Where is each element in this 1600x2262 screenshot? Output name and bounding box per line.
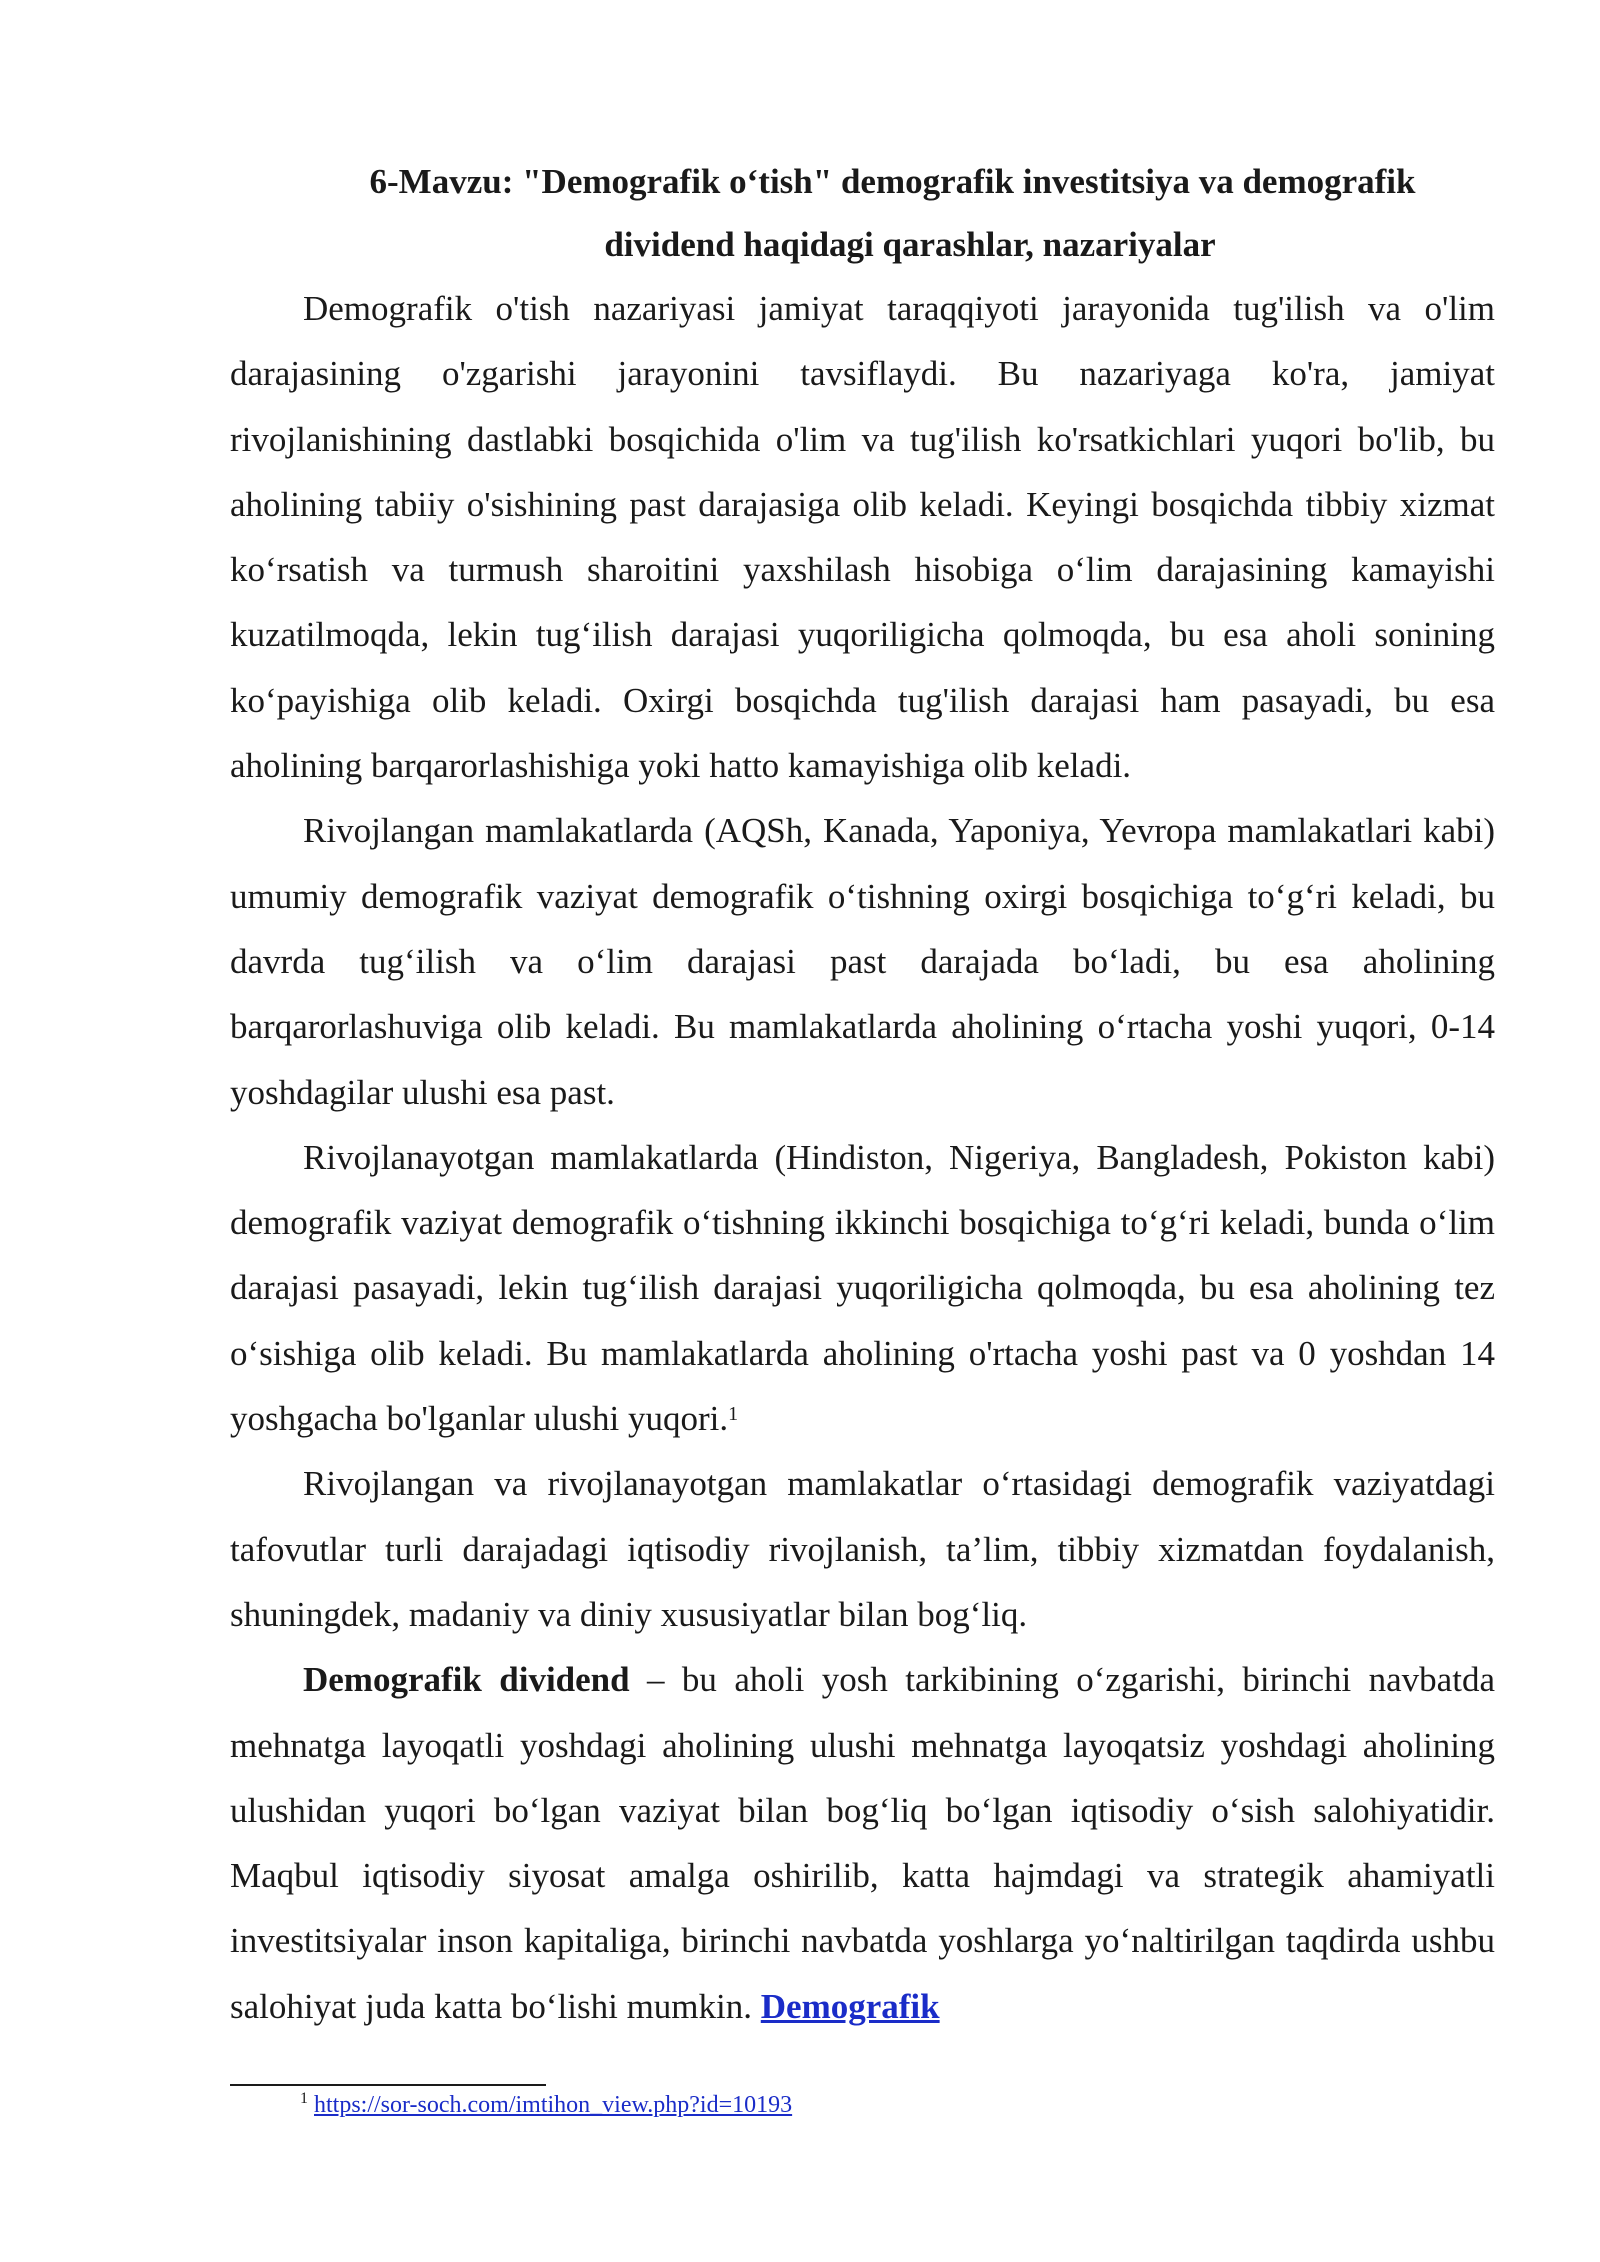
footnote-reference[interactable]: 1 [728,1403,739,1426]
paragraph-developed-countries: Rivojlangan mamlakatlarda (AQSh, Kanada, Yaponiya, Yevropa mamlakatlari kabi) umumiy demografik vaziyat demografik o‘tishning oxirgi bosqichiga to‘g‘ri keladi, bu davrda tug‘ilish va o‘lim darajasi past darajada bo‘ladi, bu esa aholining barqarorlashuviga olib keladi. Bu mamlakatlarda aholining o‘rtacha yoshi yuqori, 0-14 yoshdagilar ulushi esa past. [230,811,1495,1112]
paragraph-dividend-text: – bu aholi yosh tarkibining o‘zgarishi, birinchi navbatda mehnatga layoqatli yoshdagi aholining ulushi mehnatga layoqatsiz yoshdagi aholining ulushidan yuqori bo‘lgan vaziyat bilan bog‘liq bo‘lgan iqtisodiy o‘sish salohiyatidir. Maqbul iqtisodiy siyosat amalga oshirilib, katta hajmdagi va strategik ahamiyatli investitsiyalar inson kapitaliga, birinchi navbatda yoshlarga yo‘naltirilgan taqdirda ushbu salohiyat juda katta bo‘lishi mumkin. [230,1660,1495,2026]
footnote-separator [230,2084,546,2086]
footnote [300,2092,792,2119]
footnote-mark: 1 [300,2090,308,2107]
paragraph-differences: Rivojlangan va rivojlanayotgan mamlakatlar o‘rtasidagi demografik vaziyatdagi tafovutlar turli darajadagi iqtisodiy rivojlanish, ta’lim, tibbiy xizmatdan foydalanish, shuningdek, madaniy va diniy xususiyatlar bilan bog‘liq. [230,1464,1495,1634]
term-demographic-dividend: Demografik dividend [303,1660,630,1700]
paragraph-developing-text: Rivojlanayotgan mamlakatlarda (Hindiston, Nigeriya, Bangladesh, Pokiston kabi) demografik vaziyat demografik o‘tishning ikkinchi bosqichiga to‘g‘ri keladi, bunda o‘lim darajasi pasayadi, lekin tug‘ilish darajasi yuqoriligicha qolmoqda, bu esa aholining tez o‘sishiga olib keladi. Bu mamlakatlarda aholining o'rtacha yoshi past va 0 yoshdan 14 yoshgacha bo'lganlar ulushi yuqori. [230,1137,1495,1439]
footnote-link[interactable]: https://sor-soch.com/imtihon_view.php?id=10193 [314,2092,793,2118]
paragraph-developing-countries [230,1125,1495,1451]
title-line-1: 6-Mavzu: "Demografik o‘tish" demografik investitsiya va demografik [369,162,1416,201]
demographic-link[interactable]: Demografik [760,1986,940,2026]
document-page [230,0,1495,2039]
page-title [230,150,1495,276]
paragraph-demographic-transition: Demografik o'tish nazariyasi jamiyat taraqqiyoti jarayonida tug'ilish va o'lim darajasining o'zgarishi jarayonini tavsiflaydi. Bu nazariyaga ko'ra, jamiyat rivojlanishining dastlabki bosqichida o'lim va tug'ilish ko'rsatkichlari yuqori bo'lib, bu aholining tabiiy o'sishining past darajasiga olib keladi. Keyingi bosqichda tibbiy xizmat ko‘rsatish va turmush sharoitini yaxshilash hisobiga o‘lim darajasining kamayishi kuzatilmoqda, lekin tug‘ilish darajasi yuqoriligicha qolmoqda, bu esa aholi sonining ko‘payishiga olib keladi. Oxirgi bosqichda tug'ilish darajasi ham pasayadi, bu esa aholining barqarorlashishiga yoki hatto kamayishiga olib keladi. [230,289,1495,786]
paragraph-demographic-dividend [230,1647,1495,2039]
title-line-2: dividend haqidagi qarashlar, nazariyalar [604,225,1216,264]
